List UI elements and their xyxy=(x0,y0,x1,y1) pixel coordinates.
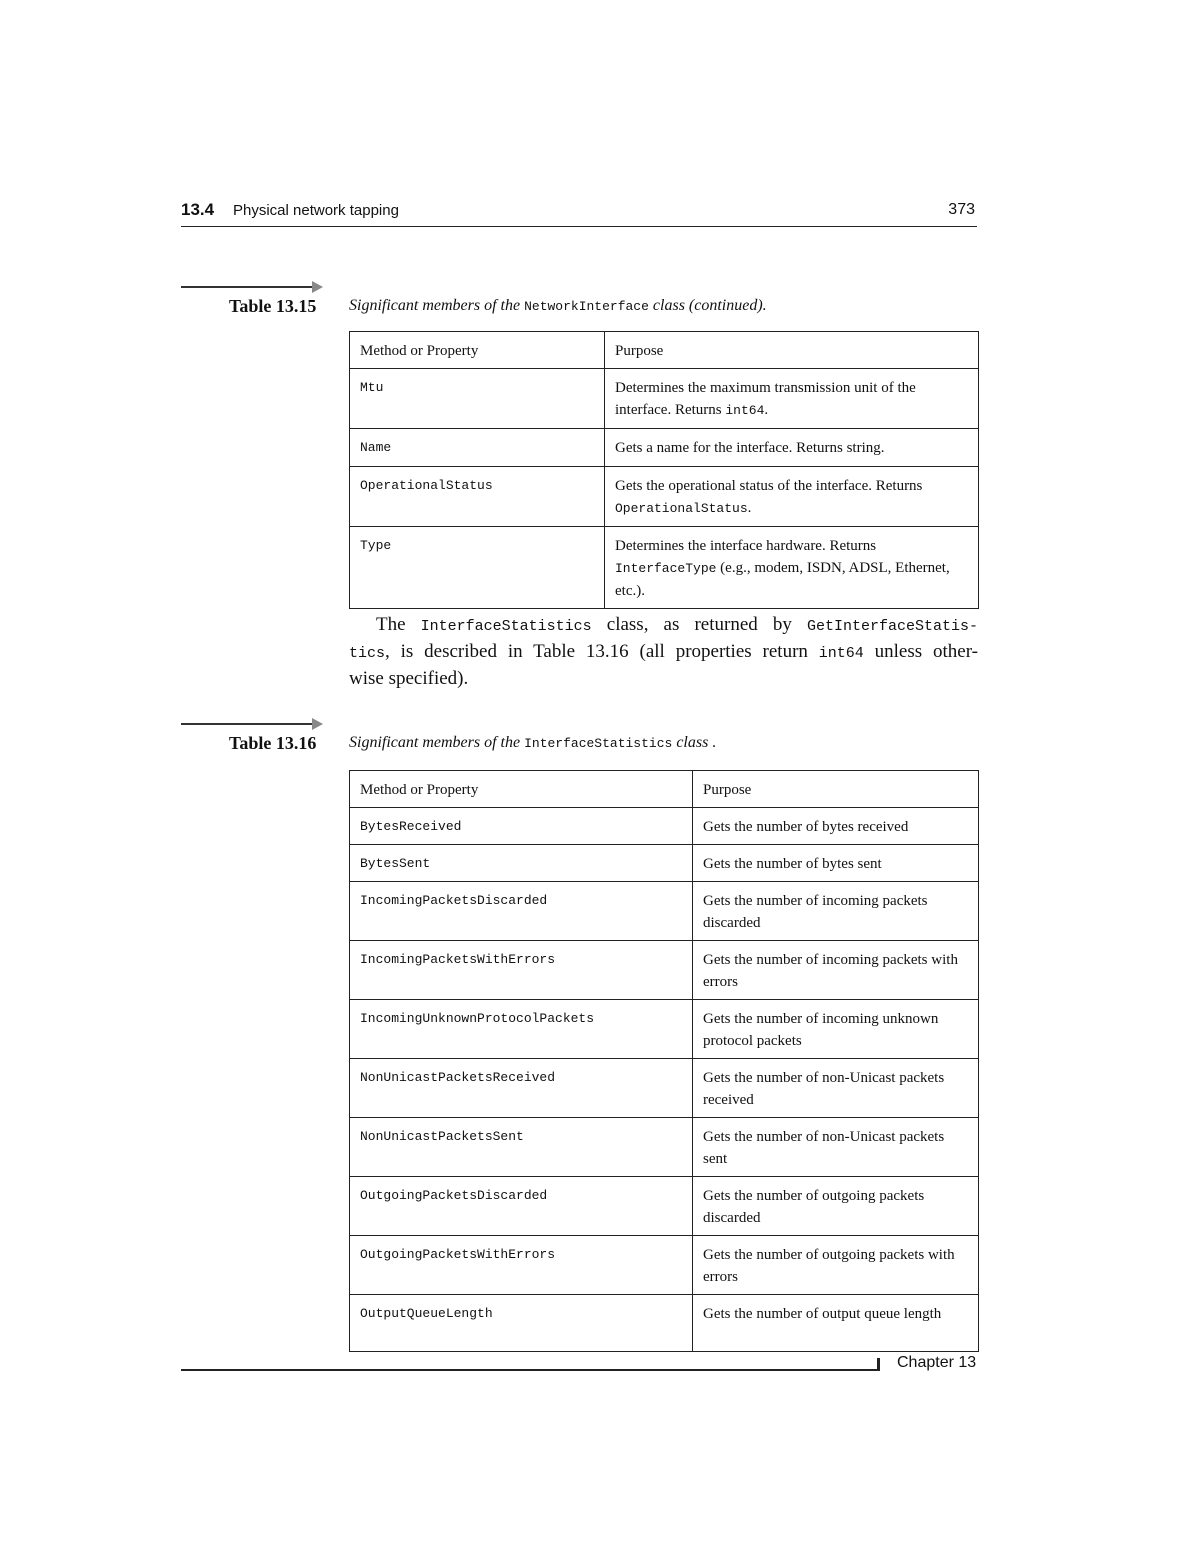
purpose-cell: Gets the number of outgoing packets with errors xyxy=(693,1236,979,1295)
chapter-label: Chapter 13 xyxy=(897,1354,977,1371)
table-arrow-icon xyxy=(181,718,323,730)
purpose-cell: Gets the number of bytes sent xyxy=(693,845,979,882)
table-row xyxy=(350,882,979,941)
footer-marker xyxy=(877,1358,880,1371)
table-row xyxy=(350,845,979,882)
table-caption: Significant members of the NetworkInterface class (continued). xyxy=(349,297,767,314)
table-row xyxy=(350,1059,979,1118)
table-label: Table 13.15 xyxy=(229,296,317,316)
purpose-cell: Gets the number of output queue length xyxy=(693,1295,979,1352)
member-cell: BytesReceived xyxy=(350,808,693,845)
column-header: Method or Property xyxy=(350,771,693,808)
table-header-row xyxy=(350,771,979,808)
table-arrow-icon xyxy=(181,281,323,293)
table-row xyxy=(350,941,979,1000)
purpose-cell: Determines the maximum transmission unit of the interface. Returns int64. xyxy=(605,369,979,429)
table-row xyxy=(350,1236,979,1295)
purpose-cell: Gets a name for the interface. Returns string. xyxy=(605,429,979,467)
table-row xyxy=(350,467,979,527)
member-cell: IncomingPacketsWithErrors xyxy=(350,941,693,1000)
column-header: Method or Property xyxy=(350,332,605,369)
table-caption: Significant members of the InterfaceStatistics class . xyxy=(349,734,717,751)
member-cell: BytesSent xyxy=(350,845,693,882)
section-title: Physical network tapping xyxy=(233,202,399,219)
purpose-cell: Gets the number of non-Unicast packets received xyxy=(693,1059,979,1118)
member-cell: OutgoingPacketsWithErrors xyxy=(350,1236,693,1295)
members-table-13-15 xyxy=(349,331,979,609)
purpose-cell: Gets the number of non-Unicast packets sent xyxy=(693,1118,979,1177)
section-number: 13.4 xyxy=(181,200,215,219)
member-cell: Mtu xyxy=(350,369,605,429)
table-row xyxy=(350,429,979,467)
member-cell: Type xyxy=(350,527,605,609)
purpose-cell: Gets the number of outgoing packets discarded xyxy=(693,1177,979,1236)
member-cell: NonUnicastPacketsReceived xyxy=(350,1059,693,1118)
table-header-row xyxy=(350,332,979,369)
running-header xyxy=(181,200,977,227)
column-header: Purpose xyxy=(605,332,979,369)
table-row xyxy=(350,1118,979,1177)
purpose-cell: Gets the number of incoming unknown protocol packets xyxy=(693,1000,979,1059)
body-paragraph: The InterfaceStatistics class, as returned by GetInterfaceStatis- tics, is described in Table 13.16 (all properties return int64 unless other- wise specified). xyxy=(349,614,978,689)
purpose-cell: Gets the number of incoming packets discarded xyxy=(693,882,979,941)
table-row xyxy=(350,1177,979,1236)
member-cell: Name xyxy=(350,429,605,467)
member-cell: IncomingUnknownProtocolPackets xyxy=(350,1000,693,1059)
table-label: Table 13.16 xyxy=(229,733,317,753)
purpose-cell: Gets the number of bytes received xyxy=(693,808,979,845)
member-cell: OutgoingPacketsDiscarded xyxy=(350,1177,693,1236)
page-number: 373 xyxy=(948,201,975,218)
purpose-cell: Determines the interface hardware. Returns InterfaceType (e.g., modem, ISDN, ADSL, Ethernet, etc.). xyxy=(605,527,979,609)
table-row xyxy=(350,369,979,429)
member-cell: OperationalStatus xyxy=(350,467,605,527)
table-row xyxy=(350,808,979,845)
table-row xyxy=(350,1000,979,1059)
member-cell: OutputQueueLength xyxy=(350,1295,693,1352)
footer-rule xyxy=(181,1369,877,1371)
table-row xyxy=(350,527,979,609)
members-table-13-16 xyxy=(349,770,979,1352)
purpose-cell: Gets the number of incoming packets with errors xyxy=(693,941,979,1000)
column-header: Purpose xyxy=(693,771,979,808)
purpose-cell: Gets the operational status of the interface. Returns OperationalStatus. xyxy=(605,467,979,527)
table-row xyxy=(350,1295,979,1352)
member-cell: NonUnicastPacketsSent xyxy=(350,1118,693,1177)
member-cell: IncomingPacketsDiscarded xyxy=(350,882,693,941)
